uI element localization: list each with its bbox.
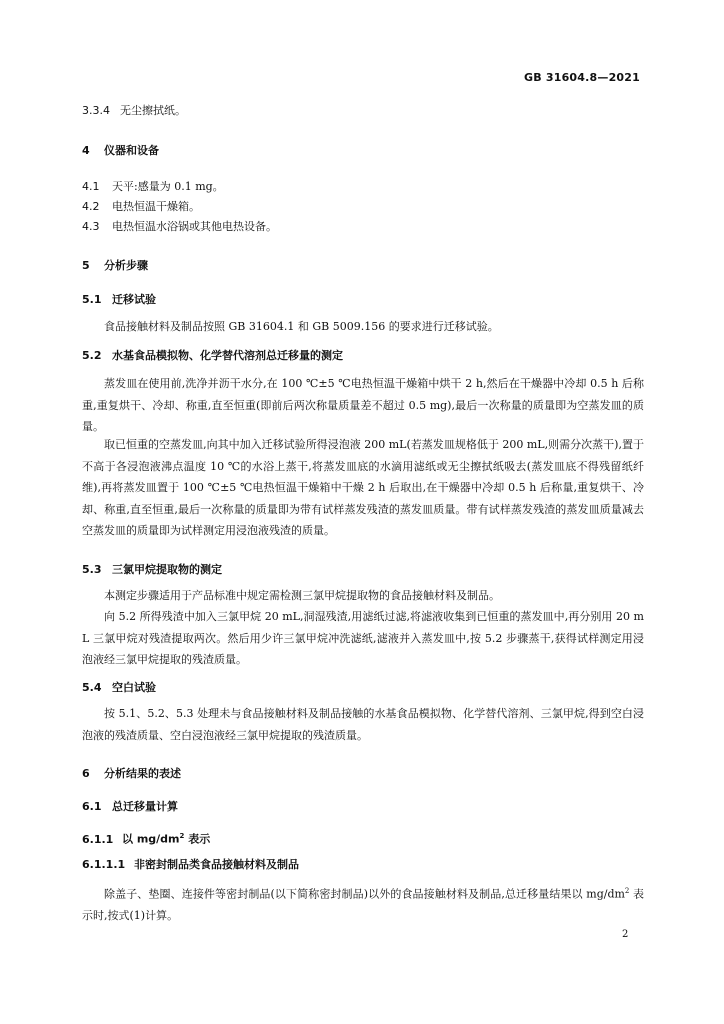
- item-text: 电热恒温水浴锅或其他电热设备。: [112, 220, 277, 233]
- item-text: 电热恒温干燥箱。: [112, 200, 200, 213]
- section-title: 迁移试验: [112, 293, 156, 306]
- superscript: 2: [179, 832, 185, 840]
- section-5-2-heading: [82, 349, 343, 363]
- item-number: 4.1: [82, 180, 100, 193]
- item-4-2: [82, 200, 200, 214]
- section-5-4-heading: [82, 681, 156, 695]
- section-5-1-heading: [82, 293, 156, 307]
- section-number: 6.1.1: [82, 832, 114, 846]
- section-title: 仪器和设备: [104, 144, 159, 157]
- section-title: 分析步骤: [104, 259, 148, 272]
- paragraph-5-3-1: 本测定步骤适用于产品标准中规定需检测三氯甲烷提取物的食品接触材料及制品。: [104, 589, 500, 602]
- section-number: 6.1: [82, 800, 102, 813]
- superscript: 2: [624, 887, 630, 895]
- section-6-1-1-heading: [82, 829, 210, 847]
- section-5-3-heading: [82, 563, 222, 577]
- paragraph-6-1-1-1: [82, 881, 644, 927]
- section-title: 非密封制品类食品接触材料及制品: [134, 858, 299, 871]
- item-4-1: [82, 180, 224, 194]
- paragraph-5-4: 按 5.1、5.2、5.3 处理未与食品接触材料及制品接触的水基食品模拟物、化学替代溶剂、三氯甲烷,得到空白浸泡液的残渣质量、空白浸泡液经三氯甲烷提取的残渣质量。: [82, 707, 644, 742]
- section-title: 三氯甲烷提取物的测定: [112, 563, 222, 576]
- section-6-1-heading: [82, 800, 178, 814]
- section-number: 5.3: [82, 563, 102, 576]
- standard-number: GB 31604.8—2021: [524, 71, 640, 84]
- paragraph-5-2-1: 蒸发皿在使用前,洗净并沥干水分,在 100 ℃±5 ℃电热恒温干燥箱中烘干 2 h,然后在干燥器中冷却 0.5 h 后称重,重复烘干、冷却、称重,直至恒重(即前后两次称量质量差不超过 0.5 mg),最后一次称量的质量即为空蒸发皿的质量。: [82, 377, 644, 433]
- item-number: 3.3.4: [82, 104, 110, 117]
- section-number: 5: [82, 259, 90, 272]
- section-number: 6.1.1.1: [82, 858, 126, 871]
- section-number: 6: [82, 767, 90, 780]
- paragraph-text-a: 除盖子、垫圈、连接件等密封制品(以下简称密封制品)以外的食品接触材料及制品,总迁移量结果以 mg/dm: [104, 887, 625, 901]
- section-number: 5.2: [82, 349, 102, 362]
- section-5-heading: [82, 259, 148, 273]
- section-number: 4: [82, 144, 90, 157]
- section-number: 5.4: [82, 681, 102, 694]
- paragraph-5-2-2: 取已恒重的空蒸发皿,向其中加入迁移试验所得浸泡液 200 mL(若蒸发皿规格低于 200 mL,则需分次蒸干),置于不高于各浸泡液沸点温度 10 ℃的水浴上蒸干,将蒸发皿底的水滴用滤纸或无尘擦拭纸吸去(蒸发皿底不得残留纸纤维),再将蒸发皿置于 100 ℃±5 ℃电热恒温干燥箱中干燥 2 h 后取出,在干燥器中冷却 0.5 h 后称量,重复烘干、冷却、称重,直至恒重,最后一次称量的质量即为带有试样蒸发残渣的蒸发皿质量。带有试样蒸发残渣的蒸发皿质量减去空蒸发皿的质量即为试样测定用浸泡液残渣的质量。: [82, 438, 644, 537]
- section-4-heading: [82, 144, 159, 158]
- item-text: 天平:感量为 0.1 mg。: [112, 180, 224, 193]
- section-title: 水基食品模拟物、化学替代溶剂总迁移量的测定: [112, 349, 343, 362]
- item-text: 无尘擦拭纸。: [120, 104, 186, 117]
- section-title-post: 表示: [184, 832, 211, 846]
- item-number: 4.2: [82, 200, 100, 213]
- item-number: 4.3: [82, 220, 100, 233]
- section-6-heading: [82, 767, 181, 781]
- section-title: 总迁移量计算: [112, 800, 178, 813]
- page-number: 2: [622, 929, 629, 940]
- section-title-pre: 以 mg/dm: [122, 832, 180, 846]
- section-title: 分析结果的表述: [104, 767, 181, 780]
- section-6-1-1-1-heading: [82, 858, 299, 872]
- section-number: 5.1: [82, 293, 102, 306]
- item-3-3-4: [82, 104, 186, 118]
- paragraph-text-b: 表示时,按式(1)计算。: [82, 887, 644, 923]
- section-title: 空白试验: [112, 681, 156, 694]
- paragraph-5-1: 食品接触材料及制品按照 GB 31604.1 和 GB 5009.156 的要求进行迁移试验。: [104, 320, 499, 333]
- paragraph-5-3-2: 向 5.2 所得残渣中加入三氯甲烷 20 mL,洞湿残渣,用滤纸过滤,将滤液收集到已恒重的蒸发皿中,再分别用 20 mL 三氯甲烷对残渣提取两次。然后用少许三氯甲烷冲洗滤纸,滤液并入蒸发皿中,按 5.2 步骤蒸干,获得试样测定用浸泡液经三氯甲烷提取的残渣质量。: [82, 610, 644, 666]
- item-4-3: [82, 220, 277, 234]
